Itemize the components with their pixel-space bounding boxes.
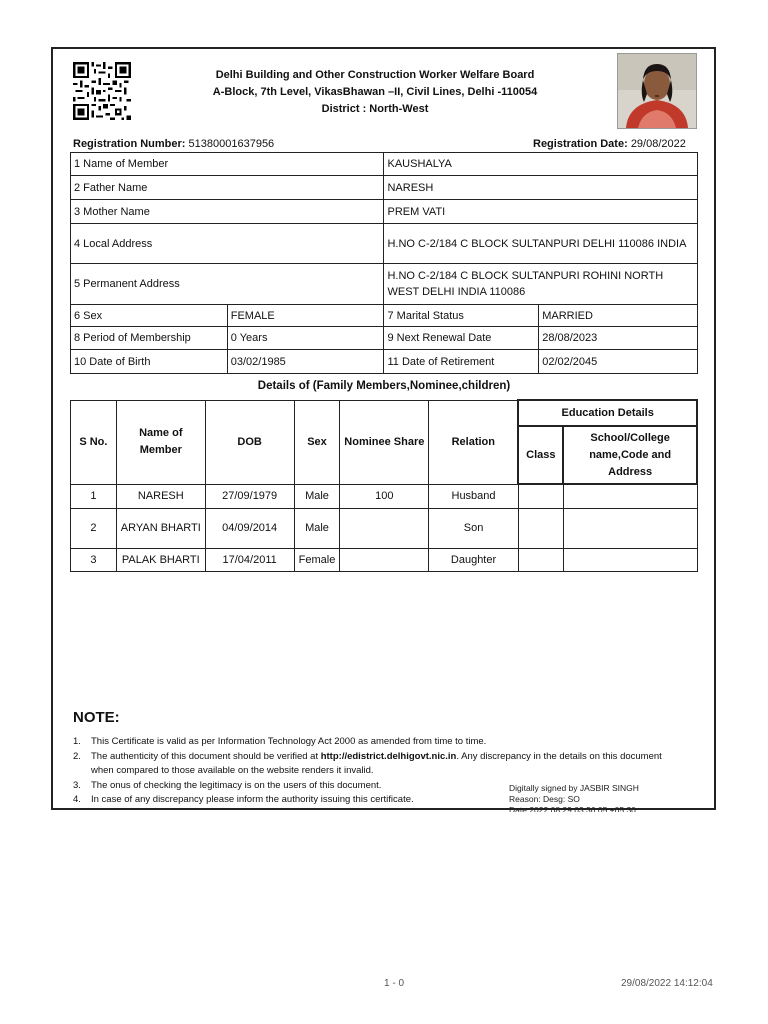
family-section-title: Details of (Family Members,Nominee,children) bbox=[257, 380, 511, 392]
local-address-label: 4 Local Address bbox=[71, 224, 384, 264]
signature-signer: Digitally signed by JASBIR SINGH bbox=[509, 783, 639, 793]
father-name-value: NARESH bbox=[384, 176, 698, 200]
digital-signature bbox=[509, 783, 709, 812]
permanent-address-label: 5 Permanent Address bbox=[71, 264, 384, 305]
marital-status-value: MARRIED bbox=[539, 305, 698, 327]
table-row bbox=[71, 327, 698, 350]
registration-date-label: Registration Date: bbox=[533, 138, 628, 150]
row-dob: 04/09/2014 bbox=[205, 508, 294, 548]
row-relation: Daughter bbox=[429, 548, 519, 571]
col-share: Nominee Share bbox=[340, 400, 429, 484]
row-sex: Female bbox=[294, 548, 340, 571]
father-name-label: 2 Father Name bbox=[71, 176, 384, 200]
note-text: In case of any discrepancy please inform the authority issuing this certificate. bbox=[91, 794, 414, 805]
family-table bbox=[70, 399, 698, 572]
note-text: The authenticity of this document should be verified at bbox=[91, 750, 321, 762]
row-dob: 27/09/1979 bbox=[205, 484, 294, 508]
local-address-value: H.NO C-2/184 C BLOCK SULTANPURI DELHI 110086 INDIA bbox=[384, 224, 698, 264]
row-class bbox=[518, 548, 563, 571]
col-class: Class bbox=[518, 426, 563, 484]
renewal-date-label: 9 Next Renewal Date bbox=[384, 327, 539, 350]
table-row bbox=[71, 176, 698, 200]
table-row bbox=[71, 548, 698, 571]
row-class bbox=[518, 508, 563, 548]
page-number: 1 - 0 bbox=[384, 978, 405, 989]
dob-label: 10 Date of Birth bbox=[71, 350, 228, 374]
registration-number-label: Registration Number: bbox=[73, 138, 186, 150]
row-dob: 17/04/2011 bbox=[205, 548, 294, 571]
table-row bbox=[71, 350, 698, 374]
registration-number bbox=[73, 138, 274, 150]
row-name: ARYAN BHARTI bbox=[116, 508, 205, 548]
row-sno: 1 bbox=[71, 484, 117, 508]
registration-date-value: 29/08/2022 bbox=[630, 138, 686, 150]
col-sex: Sex bbox=[294, 400, 340, 484]
row-school bbox=[563, 548, 697, 571]
col-name: Name of Member bbox=[116, 400, 205, 484]
retirement-date-label: 11 Date of Retirement bbox=[384, 350, 539, 374]
board-name: Delhi Building and Other Construction Worker Welfare Board bbox=[215, 69, 535, 81]
table-row bbox=[71, 305, 698, 327]
member-photo bbox=[617, 53, 697, 129]
marital-status-label: 7 Marital Status bbox=[384, 305, 539, 327]
membership-period-label: 8 Period of Membership bbox=[71, 327, 228, 350]
signature-reason: Reason: Desg: SO bbox=[509, 794, 580, 804]
row-share: 100 bbox=[340, 484, 429, 508]
qr-code-icon bbox=[72, 62, 132, 120]
membership-period-value: 0 Years bbox=[227, 327, 384, 350]
print-datetime: 29/08/2022 14:12:04 bbox=[621, 978, 713, 989]
row-school bbox=[563, 484, 697, 508]
registration-number-value: 51380001637956 bbox=[188, 138, 275, 150]
row-share bbox=[340, 548, 429, 571]
row-sex: Male bbox=[294, 508, 340, 548]
note-title: NOTE: bbox=[73, 709, 120, 726]
member-name-value: KAUSHALYA bbox=[384, 153, 698, 176]
row-sex: Male bbox=[294, 484, 340, 508]
verification-link[interactable]: http://edistrict.delhigovt.nic.in bbox=[320, 750, 457, 762]
table-row bbox=[71, 508, 698, 548]
table-row bbox=[71, 264, 698, 305]
col-relation: Relation bbox=[429, 400, 519, 484]
district: District : North-West bbox=[321, 103, 429, 115]
note-item: 2. The authenticity of this document should be verified at http://edistrict.delhigovt.nic.in. Any discrepancy in the details on this document when compared to those available on the website renders it invalid. bbox=[73, 750, 662, 776]
col-school: School/College name,Code and Address bbox=[563, 426, 697, 484]
member-details-table bbox=[70, 152, 698, 374]
permanent-address-value: H.NO C-2/184 C BLOCK SULTANPURI ROHINI NORTH WEST DELHI INDIA 110086 bbox=[384, 264, 698, 305]
row-relation: Son bbox=[429, 508, 519, 548]
row-name: PALAK BHARTI bbox=[116, 548, 205, 571]
note-item: 3. The onus of checking the legitimacy is on the users of this document. bbox=[73, 779, 382, 791]
board-address: A-Block, 7th Level, VikasBhawan –II, Civil Lines, Delhi -110054 bbox=[212, 86, 538, 98]
note-text: The onus of checking the legitimacy is on the users of this document. bbox=[91, 779, 382, 791]
col-sno: S No. bbox=[71, 400, 117, 484]
sex-value: FEMALE bbox=[227, 305, 384, 327]
mother-name-label: 3 Mother Name bbox=[71, 200, 384, 224]
retirement-date-value: 02/02/2045 bbox=[539, 350, 698, 374]
registration-date bbox=[533, 138, 686, 150]
signature-date: Date:2022.08.29 03:36:05 +05:30 bbox=[509, 805, 636, 812]
table-row bbox=[71, 224, 698, 264]
row-school bbox=[563, 508, 697, 548]
row-relation: Husband bbox=[429, 484, 519, 508]
note-item: 1. This Certificate is valid as per Information Technology Act 2000 as amended from time to time. bbox=[73, 736, 487, 747]
note-item: 4. In case of any discrepancy please inform the authority issuing this certificate. bbox=[73, 794, 414, 805]
member-name-label: 1 Name of Member bbox=[71, 153, 384, 176]
row-share bbox=[340, 508, 429, 548]
note-text: This Certificate is valid as per Information Technology Act 2000 as amended from time to time. bbox=[91, 736, 487, 747]
table-row bbox=[71, 153, 698, 176]
mother-name-value: PREM VATI bbox=[384, 200, 698, 224]
col-education: Education Details bbox=[518, 400, 697, 426]
dob-value: 03/02/1985 bbox=[227, 350, 384, 374]
row-sno: 3 bbox=[71, 548, 117, 571]
col-dob: DOB bbox=[205, 400, 294, 484]
table-row bbox=[71, 484, 698, 508]
sex-label: 6 Sex bbox=[71, 305, 228, 327]
note-text: . Any discrepancy in the details on this document when compared to those available on the website renders it invalid. bbox=[91, 750, 662, 776]
renewal-date-value: 28/08/2023 bbox=[539, 327, 698, 350]
row-sno: 2 bbox=[71, 508, 117, 548]
table-header-row bbox=[71, 400, 698, 426]
row-class bbox=[518, 484, 563, 508]
row-name: NARESH bbox=[116, 484, 205, 508]
table-row bbox=[71, 200, 698, 224]
